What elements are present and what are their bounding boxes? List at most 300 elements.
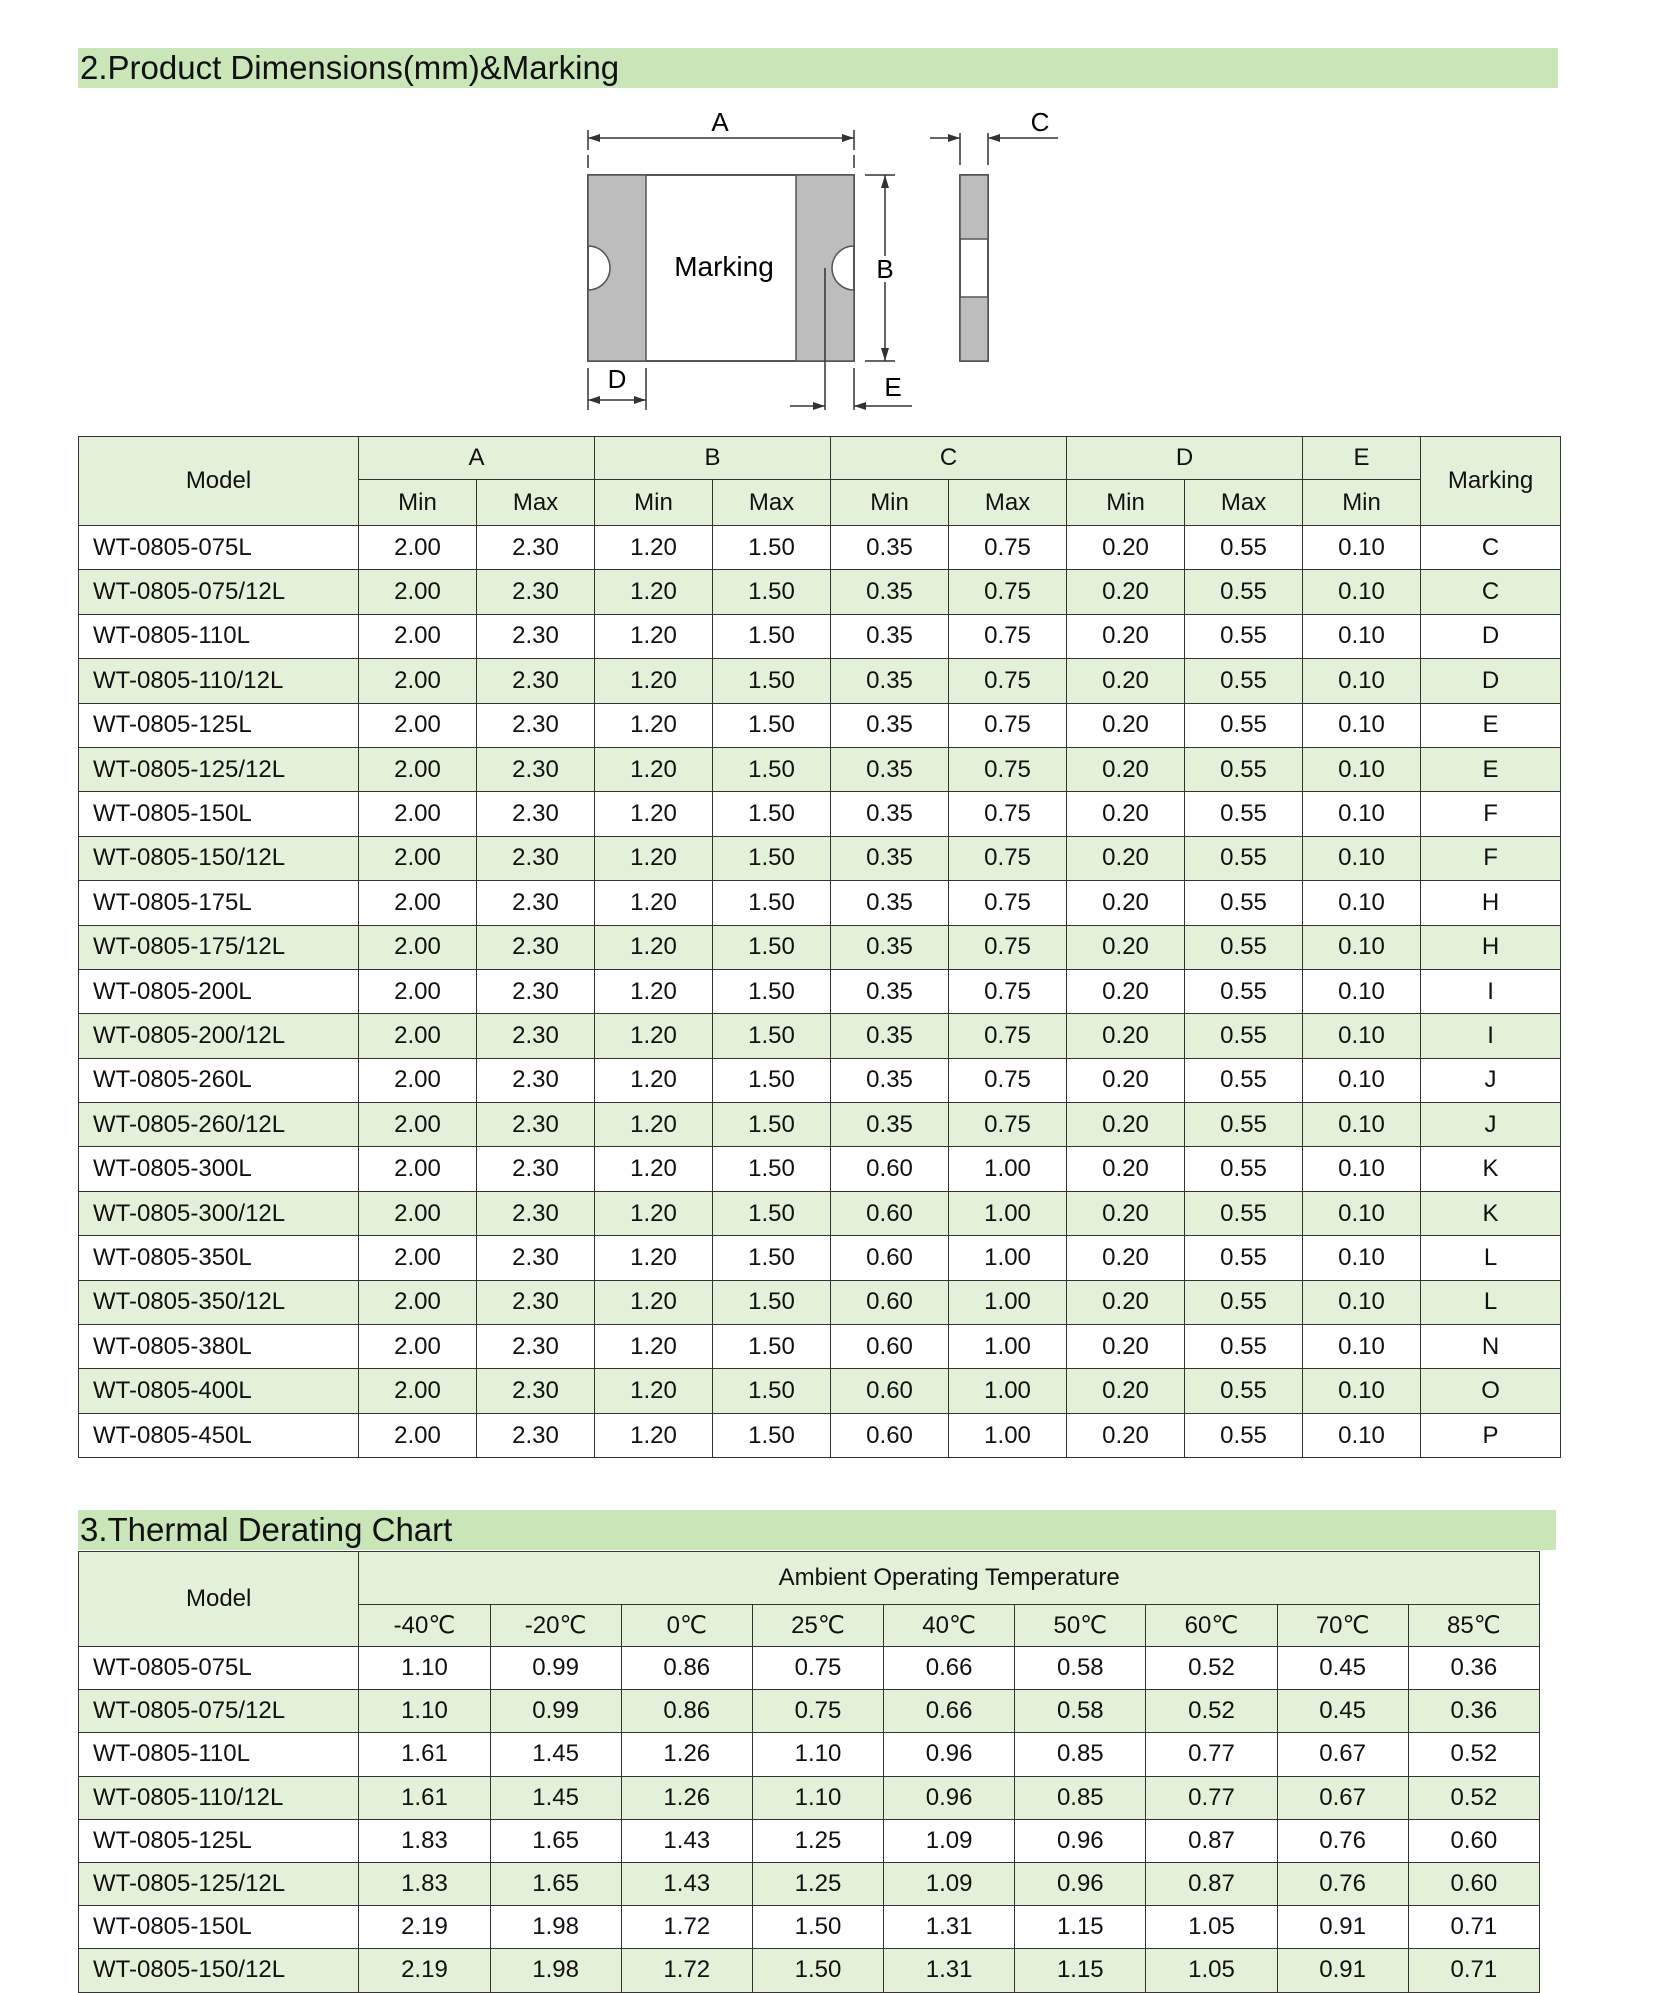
value-cell: 0.55 (1185, 1191, 1303, 1235)
marking-cell: N (1421, 1325, 1561, 1369)
model-cell: WT-0805-175/12L (79, 925, 359, 969)
value-cell: 0.96 (1015, 1819, 1146, 1862)
value-cell: 0.60 (831, 1191, 949, 1235)
dim-subheader: Min (1303, 480, 1421, 526)
value-cell: 1.05 (1146, 1949, 1277, 1992)
marking-cell: H (1421, 925, 1561, 969)
value-cell: 0.60 (1408, 1819, 1539, 1862)
value-cell: 2.00 (359, 1236, 477, 1280)
model-cell: WT-0805-125/12L (79, 747, 359, 791)
section-title-dimensions: 2.Product Dimensions(mm)&Marking (78, 48, 1558, 88)
value-cell: 2.19 (359, 1906, 490, 1949)
value-cell: 2.00 (359, 1325, 477, 1369)
value-cell: 0.75 (949, 1014, 1067, 1058)
value-cell: 2.30 (477, 1014, 595, 1058)
value-cell: 0.60 (831, 1147, 949, 1191)
value-cell: 0.67 (1277, 1776, 1408, 1819)
value-cell: 0.10 (1303, 1103, 1421, 1147)
value-cell: 0.10 (1303, 747, 1421, 791)
value-cell: 2.00 (359, 1103, 477, 1147)
temp-header: 70℃ (1277, 1605, 1408, 1647)
value-cell: 0.71 (1408, 1949, 1539, 1992)
marking-cell: I (1421, 969, 1561, 1013)
value-cell: 0.35 (831, 881, 949, 925)
value-cell: 0.52 (1146, 1690, 1277, 1733)
value-cell: 0.55 (1185, 1147, 1303, 1191)
value-cell: 0.60 (831, 1325, 949, 1369)
value-cell: 1.50 (713, 570, 831, 614)
value-cell: 1.20 (595, 1369, 713, 1413)
marking-cell: P (1421, 1413, 1561, 1457)
value-cell: 0.10 (1303, 881, 1421, 925)
temp-header: -20℃ (490, 1605, 621, 1647)
value-cell: 2.00 (359, 925, 477, 969)
table-row (79, 1690, 1540, 1733)
value-cell: 1.20 (595, 1147, 713, 1191)
value-cell: 1.20 (595, 925, 713, 969)
value-cell: 0.20 (1067, 614, 1185, 658)
table-row (79, 1733, 1540, 1776)
value-cell: 0.20 (1067, 1413, 1185, 1457)
value-cell: 2.00 (359, 836, 477, 880)
value-cell: 1.15 (1015, 1906, 1146, 1949)
model-cell: WT-0805-300L (79, 1147, 359, 1191)
value-cell: 2.30 (477, 969, 595, 1013)
dim-header-group: B (595, 437, 831, 480)
model-cell: WT-0805-075L (79, 1647, 359, 1690)
marking-cell: K (1421, 1191, 1561, 1235)
value-cell: 0.55 (1185, 1325, 1303, 1369)
value-cell: 0.76 (1277, 1819, 1408, 1862)
value-cell: 1.50 (713, 1191, 831, 1235)
value-cell: 2.30 (477, 1325, 595, 1369)
value-cell: 2.30 (477, 792, 595, 836)
value-cell: 1.20 (595, 881, 713, 925)
value-cell: 0.20 (1067, 925, 1185, 969)
model-cell: WT-0805-110L (79, 614, 359, 658)
value-cell: 0.55 (1185, 703, 1303, 747)
value-cell: 1.10 (359, 1647, 490, 1690)
value-cell: 0.10 (1303, 1236, 1421, 1280)
value-cell: 0.20 (1067, 836, 1185, 880)
value-cell: 0.36 (1408, 1690, 1539, 1733)
value-cell: 1.26 (621, 1733, 752, 1776)
value-cell: 0.75 (949, 526, 1067, 570)
model-cell: WT-0805-110/12L (79, 1776, 359, 1819)
dim-header-marking: Marking (1421, 437, 1561, 526)
value-cell: 0.10 (1303, 1058, 1421, 1102)
temp-header: -40℃ (359, 1605, 490, 1647)
model-cell: WT-0805-125L (79, 703, 359, 747)
value-cell: 1.50 (713, 1369, 831, 1413)
value-cell: 1.50 (713, 1058, 831, 1102)
table-row (79, 1413, 1561, 1457)
marking-cell: J (1421, 1058, 1561, 1102)
model-cell: WT-0805-450L (79, 1413, 359, 1457)
value-cell: 0.99 (490, 1647, 621, 1690)
value-cell: 0.75 (949, 1058, 1067, 1102)
model-cell: WT-0805-075/12L (79, 1690, 359, 1733)
value-cell: 0.10 (1303, 1413, 1421, 1457)
value-cell: 0.66 (884, 1690, 1015, 1733)
value-cell: 0.55 (1185, 881, 1303, 925)
value-cell: 2.19 (359, 1949, 490, 1992)
value-cell: 0.10 (1303, 969, 1421, 1013)
dim-label-e: E (884, 372, 902, 402)
dim-subheader: Max (1185, 480, 1303, 526)
value-cell: 1.00 (949, 1191, 1067, 1235)
value-cell: 0.35 (831, 836, 949, 880)
marking-cell: E (1421, 747, 1561, 791)
value-cell: 1.20 (595, 969, 713, 1013)
value-cell: 2.30 (477, 1058, 595, 1102)
value-cell: 1.20 (595, 1236, 713, 1280)
table-row (79, 1058, 1561, 1102)
value-cell: 0.20 (1067, 1191, 1185, 1235)
marking-cell: C (1421, 526, 1561, 570)
dim-subheader: Max (713, 480, 831, 526)
thermal-derating-table (78, 1551, 1540, 1993)
value-cell: 1.65 (490, 1862, 621, 1905)
dim-header-group: C (831, 437, 1067, 480)
value-cell: 0.85 (1015, 1776, 1146, 1819)
value-cell: 1.61 (359, 1733, 490, 1776)
model-cell: WT-0805-075L (79, 526, 359, 570)
value-cell: 0.55 (1185, 1103, 1303, 1147)
value-cell: 2.30 (477, 747, 595, 791)
value-cell: 1.25 (752, 1862, 883, 1905)
table-row (79, 792, 1561, 836)
value-cell: 1.00 (949, 1369, 1067, 1413)
value-cell: 2.00 (359, 1058, 477, 1102)
table-row (79, 1325, 1561, 1369)
value-cell: 0.75 (949, 836, 1067, 880)
value-cell: 1.31 (884, 1906, 1015, 1949)
value-cell: 1.20 (595, 570, 713, 614)
value-cell: 0.75 (949, 925, 1067, 969)
value-cell: 1.50 (713, 1103, 831, 1147)
value-cell: 1.50 (713, 1014, 831, 1058)
value-cell: 1.50 (713, 659, 831, 703)
value-cell: 0.91 (1277, 1949, 1408, 1992)
temp-header: 50℃ (1015, 1605, 1146, 1647)
value-cell: 0.10 (1303, 526, 1421, 570)
value-cell: 0.35 (831, 792, 949, 836)
value-cell: 1.50 (713, 925, 831, 969)
model-cell: WT-0805-200/12L (79, 1014, 359, 1058)
table-row (79, 1949, 1540, 1992)
section-title-thermal: 3.Thermal Derating Chart (78, 1510, 1556, 1550)
value-cell: 2.00 (359, 792, 477, 836)
value-cell: 0.10 (1303, 1280, 1421, 1324)
value-cell: 0.75 (752, 1690, 883, 1733)
value-cell: 2.30 (477, 1236, 595, 1280)
value-cell: 1.20 (595, 1014, 713, 1058)
value-cell: 1.61 (359, 1776, 490, 1819)
table-row (79, 1369, 1561, 1413)
model-cell: WT-0805-400L (79, 1369, 359, 1413)
value-cell: 1.45 (490, 1776, 621, 1819)
value-cell: 1.50 (713, 703, 831, 747)
value-cell: 0.75 (949, 792, 1067, 836)
value-cell: 1.20 (595, 614, 713, 658)
marking-cell: H (1421, 881, 1561, 925)
model-cell: WT-0805-110/12L (79, 659, 359, 703)
value-cell: 0.66 (884, 1647, 1015, 1690)
value-cell: 0.52 (1408, 1733, 1539, 1776)
value-cell: 1.00 (949, 1236, 1067, 1280)
marking-cell: D (1421, 614, 1561, 658)
value-cell: 0.10 (1303, 792, 1421, 836)
model-cell: WT-0805-125/12L (79, 1862, 359, 1905)
value-cell: 1.50 (713, 747, 831, 791)
value-cell: 0.10 (1303, 1325, 1421, 1369)
value-cell: 2.30 (477, 881, 595, 925)
value-cell: 0.10 (1303, 1191, 1421, 1235)
value-cell: 0.10 (1303, 1147, 1421, 1191)
model-cell: WT-0805-075/12L (79, 570, 359, 614)
value-cell: 0.67 (1277, 1733, 1408, 1776)
value-cell: 1.50 (713, 1280, 831, 1324)
value-cell: 0.20 (1067, 1014, 1185, 1058)
value-cell: 2.00 (359, 1014, 477, 1058)
marking-cell: J (1421, 1103, 1561, 1147)
value-cell: 1.10 (359, 1690, 490, 1733)
temp-header: 60℃ (1146, 1605, 1277, 1647)
value-cell: 2.00 (359, 1413, 477, 1457)
value-cell: 0.35 (831, 614, 949, 658)
value-cell: 2.00 (359, 703, 477, 747)
model-cell: WT-0805-150/12L (79, 836, 359, 880)
value-cell: 0.20 (1067, 1280, 1185, 1324)
value-cell: 1.25 (752, 1819, 883, 1862)
value-cell: 0.10 (1303, 614, 1421, 658)
value-cell: 0.52 (1408, 1776, 1539, 1819)
value-cell: 2.00 (359, 881, 477, 925)
value-cell: 0.55 (1185, 792, 1303, 836)
marking-cell: C (1421, 570, 1561, 614)
value-cell: 0.20 (1067, 659, 1185, 703)
value-cell: 0.35 (831, 526, 949, 570)
table-row (79, 570, 1561, 614)
value-cell: 2.00 (359, 1191, 477, 1235)
value-cell: 1.83 (359, 1819, 490, 1862)
value-cell: 0.10 (1303, 1369, 1421, 1413)
value-cell: 0.87 (1146, 1862, 1277, 1905)
model-cell: WT-0805-260/12L (79, 1103, 359, 1147)
value-cell: 2.30 (477, 925, 595, 969)
value-cell: 1.20 (595, 1058, 713, 1102)
value-cell: 0.77 (1146, 1733, 1277, 1776)
value-cell: 0.96 (1015, 1862, 1146, 1905)
value-cell: 1.00 (949, 1413, 1067, 1457)
value-cell: 0.60 (831, 1413, 949, 1457)
model-cell: WT-0805-150L (79, 792, 359, 836)
value-cell: 1.20 (595, 747, 713, 791)
dim-label-d: D (607, 364, 627, 394)
value-cell: 0.86 (621, 1690, 752, 1733)
table-row (79, 1014, 1561, 1058)
value-cell: 0.35 (831, 570, 949, 614)
value-cell: 0.55 (1185, 1236, 1303, 1280)
table-row (79, 1647, 1540, 1690)
value-cell: 0.35 (831, 969, 949, 1013)
value-cell: 0.71 (1408, 1906, 1539, 1949)
value-cell: 0.10 (1303, 1014, 1421, 1058)
value-cell: 2.00 (359, 1147, 477, 1191)
value-cell: 2.00 (359, 614, 477, 658)
value-cell: 1.83 (359, 1862, 490, 1905)
value-cell: 0.87 (1146, 1819, 1277, 1862)
value-cell: 1.20 (595, 1191, 713, 1235)
value-cell: 2.30 (477, 1191, 595, 1235)
model-cell: WT-0805-350/12L (79, 1280, 359, 1324)
value-cell: 0.35 (831, 925, 949, 969)
value-cell: 0.99 (490, 1690, 621, 1733)
model-cell: WT-0805-125L (79, 1819, 359, 1862)
value-cell: 0.55 (1185, 1369, 1303, 1413)
value-cell: 2.30 (477, 614, 595, 658)
value-cell: 0.60 (1408, 1862, 1539, 1905)
value-cell: 1.05 (1146, 1906, 1277, 1949)
value-cell: 0.58 (1015, 1647, 1146, 1690)
value-cell: 0.75 (949, 747, 1067, 791)
marking-label: Marking (674, 251, 774, 282)
dim-header-model: Model (79, 437, 359, 526)
value-cell: 1.20 (595, 703, 713, 747)
value-cell: 1.65 (490, 1819, 621, 1862)
value-cell: 1.72 (621, 1906, 752, 1949)
dim-subheader: Max (477, 480, 595, 526)
table-row (79, 1280, 1561, 1324)
value-cell: 1.31 (884, 1949, 1015, 1992)
value-cell: 0.20 (1067, 792, 1185, 836)
value-cell: 0.20 (1067, 747, 1185, 791)
value-cell: 1.50 (713, 614, 831, 658)
value-cell: 0.76 (1277, 1862, 1408, 1905)
value-cell: 0.20 (1067, 1058, 1185, 1102)
value-cell: 1.50 (713, 836, 831, 880)
value-cell: 0.20 (1067, 1103, 1185, 1147)
value-cell: 1.50 (713, 881, 831, 925)
temp-header: 25℃ (752, 1605, 883, 1647)
value-cell: 0.55 (1185, 836, 1303, 880)
value-cell: 0.60 (831, 1236, 949, 1280)
value-cell: 0.85 (1015, 1733, 1146, 1776)
value-cell: 0.75 (949, 659, 1067, 703)
value-cell: 0.75 (949, 570, 1067, 614)
model-cell: WT-0805-200L (79, 969, 359, 1013)
value-cell: 0.45 (1277, 1690, 1408, 1733)
value-cell: 0.96 (884, 1776, 1015, 1819)
temp-header: 0℃ (621, 1605, 752, 1647)
table-row (79, 747, 1561, 791)
dimensions-table (78, 436, 1561, 1458)
dim-label-b: B (876, 254, 894, 284)
marking-cell: I (1421, 1014, 1561, 1058)
dim-subheader: Min (595, 480, 713, 526)
model-cell: WT-0805-175L (79, 881, 359, 925)
marking-cell: L (1421, 1280, 1561, 1324)
dim-label-c: C (1030, 107, 1050, 137)
value-cell: 0.55 (1185, 747, 1303, 791)
value-cell: 0.10 (1303, 703, 1421, 747)
value-cell: 1.50 (713, 1236, 831, 1280)
value-cell: 1.00 (949, 1280, 1067, 1324)
value-cell: 0.55 (1185, 1280, 1303, 1324)
table-row (79, 969, 1561, 1013)
value-cell: 1.10 (752, 1733, 883, 1776)
table-row (79, 1236, 1561, 1280)
value-cell: 0.20 (1067, 1147, 1185, 1191)
value-cell: 0.55 (1185, 1058, 1303, 1102)
value-cell: 0.20 (1067, 1236, 1185, 1280)
value-cell: 0.75 (949, 969, 1067, 1013)
value-cell: 2.30 (477, 570, 595, 614)
value-cell: 0.35 (831, 1014, 949, 1058)
value-cell: 1.98 (490, 1949, 621, 1992)
value-cell: 1.50 (713, 526, 831, 570)
value-cell: 1.50 (713, 1325, 831, 1369)
value-cell: 0.77 (1146, 1776, 1277, 1819)
table-row (79, 614, 1561, 658)
value-cell: 0.36 (1408, 1647, 1539, 1690)
model-cell: WT-0805-110L (79, 1733, 359, 1776)
dim-header-group: E (1303, 437, 1421, 480)
table-row (79, 1147, 1561, 1191)
value-cell: 0.58 (1015, 1690, 1146, 1733)
value-cell: 2.00 (359, 747, 477, 791)
value-cell: 0.35 (831, 1058, 949, 1102)
value-cell: 1.20 (595, 1280, 713, 1324)
value-cell: 1.09 (884, 1819, 1015, 1862)
table-row (79, 526, 1561, 570)
value-cell: 0.86 (621, 1647, 752, 1690)
value-cell: 2.00 (359, 969, 477, 1013)
table-row (79, 836, 1561, 880)
temp-header: 40℃ (884, 1605, 1015, 1647)
value-cell: 1.10 (752, 1776, 883, 1819)
value-cell: 1.50 (713, 792, 831, 836)
value-cell: 1.20 (595, 1413, 713, 1457)
value-cell: 0.75 (949, 614, 1067, 658)
value-cell: 0.20 (1067, 526, 1185, 570)
value-cell: 1.20 (595, 659, 713, 703)
marking-cell: O (1421, 1369, 1561, 1413)
value-cell: 0.75 (949, 881, 1067, 925)
value-cell: 1.20 (595, 792, 713, 836)
value-cell: 1.72 (621, 1949, 752, 1992)
value-cell: 0.55 (1185, 526, 1303, 570)
model-cell: WT-0805-350L (79, 1236, 359, 1280)
therm-header-ambient: Ambient Operating Temperature (359, 1552, 1540, 1605)
dim-header-group: A (359, 437, 595, 480)
value-cell: 2.30 (477, 836, 595, 880)
dim-label-a: A (711, 107, 729, 137)
value-cell: 2.00 (359, 1280, 477, 1324)
value-cell: 0.20 (1067, 1369, 1185, 1413)
dim-subheader: Min (1067, 480, 1185, 526)
value-cell: 1.50 (713, 1147, 831, 1191)
value-cell: 0.20 (1067, 969, 1185, 1013)
value-cell: 2.00 (359, 570, 477, 614)
value-cell: 1.50 (713, 969, 831, 1013)
table-row (79, 881, 1561, 925)
value-cell: 1.50 (713, 1413, 831, 1457)
value-cell: 1.98 (490, 1906, 621, 1949)
value-cell: 2.30 (477, 659, 595, 703)
temp-header: 85℃ (1408, 1605, 1539, 1647)
